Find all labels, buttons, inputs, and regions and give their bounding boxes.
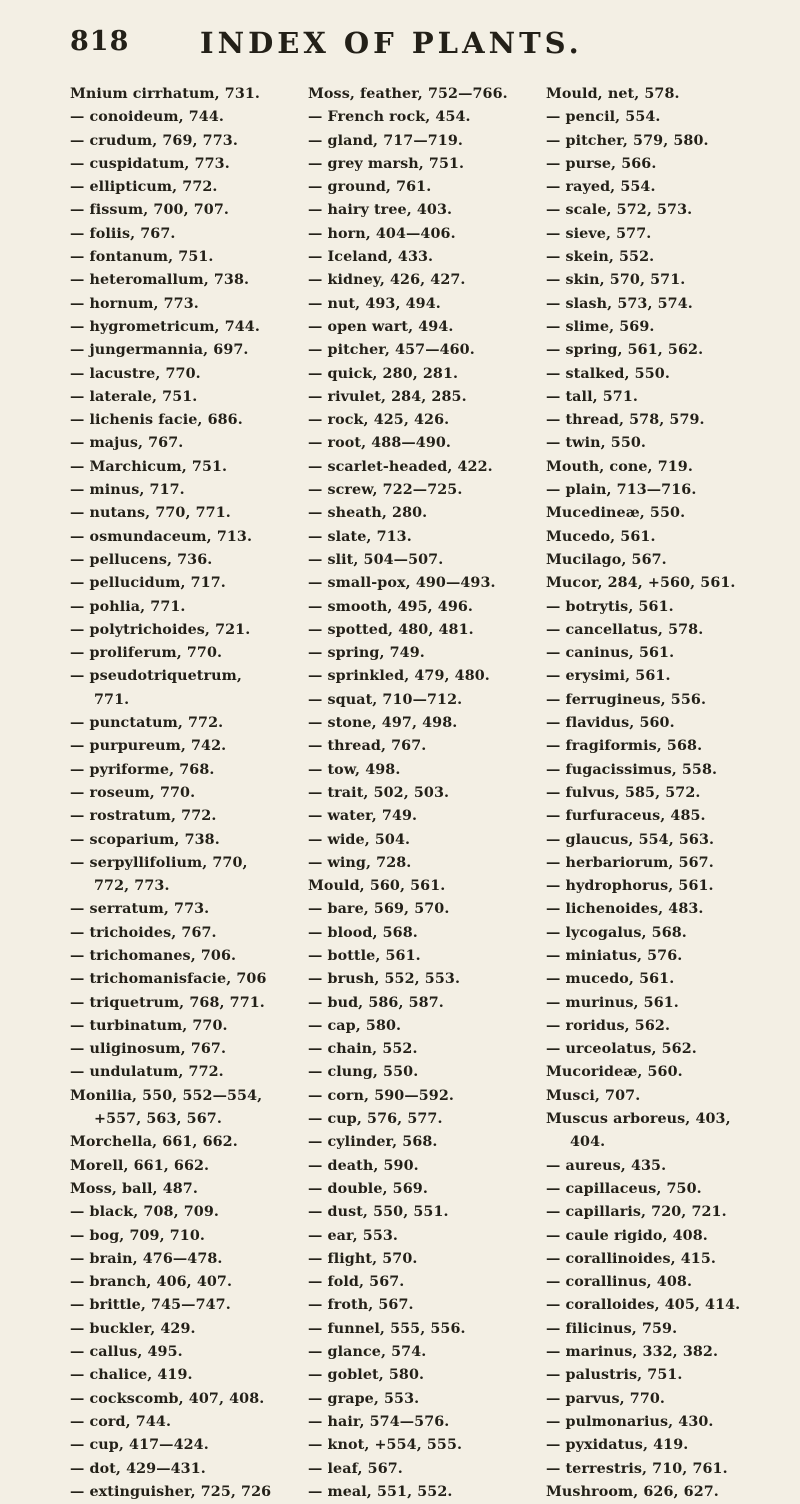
index-entry: Monilia, 550, 552—554, [70,1087,263,1104]
index-entry: — caule rigido, 408. [546,1227,708,1244]
index-entry: — crudum, 769, 773. [70,132,238,149]
index-entry: — bog, 709, 710. [70,1227,205,1244]
index-entry: — trichoides, 767. [70,924,217,941]
index-entry: — glaucus, 554, 563. [546,831,715,848]
index-entry: — caninus, 561. [546,645,675,662]
index-entry: — mucedo, 561. [546,971,675,988]
running-head: INDEX OF PLANTS. [200,26,583,60]
index-entry: — glance, 574. [308,1344,427,1361]
index-entry: — scale, 572, 573. [546,202,693,219]
index-entry: — filicinus, 759. [546,1320,678,1337]
index-entry: — funnel, 555, 556. [308,1320,466,1337]
index-entry: — fold, 567. [308,1274,405,1291]
index-entry: — wing, 728. [308,854,412,871]
index-entry: — minus, 717. [70,482,185,499]
index-entry: — sheath, 280. [308,505,428,522]
index-entry: — bare, 569, 570. [308,901,450,918]
index-entry: — meal, 551, 552. [308,1483,453,1500]
index-entry: — proliferum, 770. [70,645,223,662]
index-entry: — quick, 280, 281. [308,365,459,382]
index-entry: — cup, 417—424. [70,1437,209,1454]
index-entry: — miniatus, 576. [546,947,683,964]
index-entry: — ellipticum, 772. [70,179,218,196]
index-entry: — small-pox, 490—493. [308,575,496,592]
index-entry: — triquetrum, 768, 771. [70,994,265,1011]
index-entry: — pitcher, 457—460. [308,342,475,359]
index-entry: — squat, 710—712. [308,691,463,708]
index-column-2 [308,83,546,1504]
index-entry: — knot, +554, 555. [308,1437,463,1454]
index-entry: — lacustre, 770. [70,365,201,382]
index-entry: — tall, 571. [546,388,638,405]
index-entry: — clung, 550. [308,1064,419,1081]
index-entry: — spotted, 480, 481. [308,621,474,638]
index-entry: — ear, 553. [308,1227,399,1244]
index-entry: Mucorideæ, 560. [546,1064,683,1081]
index-entry: — pulmonarius, 430. [546,1413,714,1430]
index-entry: — buckler, 429. [70,1320,196,1337]
index-entry: — hygrometricum, 744. [70,318,260,335]
index-entry: — goblet, 580. [308,1367,425,1384]
index-entry: — skin, 570, 571. [546,272,686,289]
index-entry: — rock, 425, 426. [308,412,450,429]
index-entry: — water, 749. [308,808,418,825]
index-entry: — fragiformis, 568. [546,738,703,755]
index-entry: — death, 590. [308,1157,419,1174]
index-entry: +557, 563, 567. [94,1111,222,1128]
index-entry: — urceolatus, 562. [546,1041,697,1058]
index-entry: — branch, 406, 407. [70,1274,233,1291]
index-entry: — botrytis, 561. [546,598,674,615]
index-entry: — cup, 576, 577. [308,1111,443,1128]
index-entry: Muscus arboreus, 403, [546,1111,731,1128]
index-entry: — bud, 586, 587. [308,994,444,1011]
index-entry: 771. [94,691,130,708]
index-entry: — kidney, 426, 427. [308,272,466,289]
index-entry: — conoideum, 744. [70,109,224,126]
index-entry: — palustris, 751. [546,1367,683,1384]
index-entry: — scoparium, 738. [70,831,220,848]
index-entry: — stone, 497, 498. [308,715,458,732]
index-entry: Mucor, 284, +560, 561. [546,575,736,592]
index-entry: — brittle, 745—747. [70,1297,231,1314]
index-entry: — brain, 476—478. [70,1250,223,1267]
index-entry: — wide, 504. [308,831,411,848]
index-entry: Mucedo, 561. [546,528,656,545]
index-entry: — pyriforme, 768. [70,761,215,778]
index-entry: — hydrophorus, 561. [546,878,714,895]
index-entry: — twin, 550. [546,435,646,452]
index-entry: — chain, 552. [308,1041,418,1058]
index-entry: — foliis, 767. [70,225,176,242]
index-entry: — dot, 429—431. [70,1460,206,1477]
index-entry: — slit, 504—507. [308,551,444,568]
index-entry: — nut, 493, 494. [308,295,441,312]
index-entry: — trait, 502, 503. [308,784,450,801]
index-entry: — roseum, 770. [70,784,196,801]
index-entry: — herbariorum, 567. [546,854,714,871]
index-entry: — parvus, 770. [546,1390,665,1407]
index-entry: — terrestris, 710, 761. [546,1460,728,1477]
index-entry: Mushroom, 626, 627. [546,1483,719,1500]
index-entry: — root, 488—490. [308,435,451,452]
index-entry: — bottle, 561. [308,947,421,964]
index-entry: — pseudotriquetrum, [70,668,242,685]
index-entry: — thread, 767. [308,738,427,755]
index-entry: — ferrugineus, 556. [546,691,707,708]
index-entry: — lycogalus, 568. [546,924,687,941]
index-entry: — stalked, 550. [546,365,670,382]
index-entry: — blood, 568. [308,924,418,941]
index-entry: — uliginosum, 767. [70,1041,227,1058]
index-entry: — spring, 561, 562. [546,342,704,359]
index-entry: — leaf, 567. [308,1460,403,1477]
index-entry: — fissum, 700, 707. [70,202,229,219]
index-entry: — aureus, 435. [546,1157,667,1174]
index-column-3 [546,83,784,1504]
index-entry: — scarlet-headed, 422. [308,458,493,475]
index-entry: — cuspidatum, 773. [70,155,230,172]
index-entry: Mnium cirrhatum, 731. [70,86,261,102]
index-entry: — dust, 550, 551. [308,1204,449,1221]
index-entry: — turbinatum, 770. [70,1017,228,1034]
index-entry: Musci, 707. [546,1087,641,1104]
index-entry: — horn, 404—406. [308,225,456,242]
index-entry: Morell, 661, 662. [70,1157,210,1174]
index-entry: — gland, 717—719. [308,132,463,149]
index-entry: — Marchicum, 751. [70,458,228,475]
index-entry: — purpureum, 742. [70,738,227,755]
index-entry: Moss, ball, 487. [70,1180,198,1197]
index-entry: — jungermannia, 697. [70,342,249,359]
index-entry: — trichomanes, 706. [70,947,237,964]
index-columns [70,83,786,1504]
index-entry: — tow, 498. [308,761,401,778]
index-entry: — pellucidum, 717. [70,575,226,592]
index-entry: — pyxidatus, 419. [546,1437,689,1454]
index-entry: — Iceland, 433. [308,249,434,266]
index-entry: — fugacissimus, 558. [546,761,718,778]
index-entry: — corallinoides, 415. [546,1250,716,1267]
index-entry: — hair, 574—576. [308,1413,450,1430]
index-entry: — hornum, 773. [70,295,199,312]
index-column-1 [70,83,308,1504]
index-entry: Mould, net, 578. [546,86,680,102]
index-entry: — ground, 761. [308,179,432,196]
index-entry: — roridus, 562. [546,1017,671,1034]
index-entry: — fulvus, 585, 572. [546,784,701,801]
index-entry: — French rock, 454. [308,109,471,126]
index-entry: — corn, 590—592. [308,1087,454,1104]
index-entry: — pencil, 554. [546,109,661,126]
index-entry: — extinguisher, 725, 726 [70,1483,272,1500]
index-entry: — serpyllifolium, 770, [70,854,248,871]
page-number: 818 [70,26,130,57]
index-entry: — slate, 713. [308,528,412,545]
index-entry: — chalice, 419. [70,1367,193,1384]
index-entry: — rayed, 554. [546,179,656,196]
index-entry: Mouth, cone, 719. [546,458,693,475]
index-entry: Mucedineæ, 550. [546,505,686,522]
index-entry: Mould, 560, 561. [308,878,446,895]
index-entry: — grape, 553. [308,1390,420,1407]
index-entry: — slash, 573, 574. [546,295,693,312]
index-entry: — rostratum, 772. [70,808,217,825]
index-entry: — lichenoides, 483. [546,901,704,918]
index-entry: — rivulet, 284, 285. [308,388,467,405]
index-entry: — double, 569. [308,1180,428,1197]
index-entry: Morchella, 661, 662. [70,1134,238,1151]
index-entry: — osmundaceum, 713. [70,528,253,545]
index-entry: — capillaceus, 750. [546,1180,702,1197]
index-entry: 772, 773. [94,878,170,895]
index-entry: — thread, 578, 579. [546,412,705,429]
index-entry: — furfuraceus, 485. [546,808,706,825]
index-entry: — flavidus, 560. [546,715,675,732]
index-entry: — cylinder, 568. [308,1134,438,1151]
index-entry: — murinus, 561. [546,994,679,1011]
index-entry: — undulatum, 772. [70,1064,224,1081]
index-entry: — erysimi, 561. [546,668,671,685]
index-entry: — black, 708, 709. [70,1204,219,1221]
index-entry: 404. [570,1134,606,1151]
index-entry: — spring, 749. [308,645,425,662]
index-entry: — brush, 552, 553. [308,971,461,988]
index-entry: — corallinus, 408. [546,1274,693,1291]
index-entry: — pellucens, 736. [70,551,213,568]
index-entry: — serratum, 773. [70,901,210,918]
index-entry: — sprinkled, 479, 480. [308,668,490,685]
index-entry: — skein, 552. [546,249,655,266]
index-entry: — callus, 495. [70,1344,183,1361]
index-entry: — fontanum, 751. [70,249,214,266]
index-entry: — heteromallum, 738. [70,272,250,289]
index-entry: — screw, 722—725. [308,482,463,499]
index-entry: — plain, 713—716. [546,482,697,499]
index-entry: — trichomanisfacie, 706 [70,971,267,988]
index-entry: — cap, 580. [308,1017,402,1034]
index-entry: Mucilago, 567. [546,551,667,568]
index-entry: — purse, 566. [546,155,657,172]
index-entry: — nutans, 770, 771. [70,505,231,522]
index-entry: — slime, 569. [546,318,655,335]
index-entry: — cord, 744. [70,1413,172,1430]
index-entry: Moss, feather, 752—766. [308,86,508,102]
index-entry: — cockscomb, 407, 408. [70,1390,265,1407]
index-entry: — punctatum, 772. [70,715,224,732]
index-entry: — smooth, 495, 496. [308,598,473,615]
index-entry: — coralloides, 405, 414. [546,1297,741,1314]
index-entry: — laterale, 751. [70,388,198,405]
index-entry: — lichenis facie, 686. [70,412,243,429]
index-entry: — grey marsh, 751. [308,155,465,172]
index-entry: — sieve, 577. [546,225,652,242]
index-entry: — cancellatus, 578. [546,621,704,638]
index-entry: — capillaris, 720, 721. [546,1204,727,1221]
index-entry: — polytrichoides, 721. [70,621,251,638]
index-entry: — pitcher, 579, 580. [546,132,709,149]
index-entry: — froth, 567. [308,1297,414,1314]
index-entry: — pohlia, 771. [70,598,186,615]
index-entry: — hairy tree, 403. [308,202,453,219]
index-entry: — marinus, 332, 382. [546,1344,719,1361]
index-entry: — flight, 570. [308,1250,418,1267]
index-entry: — majus, 767. [70,435,184,452]
index-entry: — open wart, 494. [308,318,454,335]
